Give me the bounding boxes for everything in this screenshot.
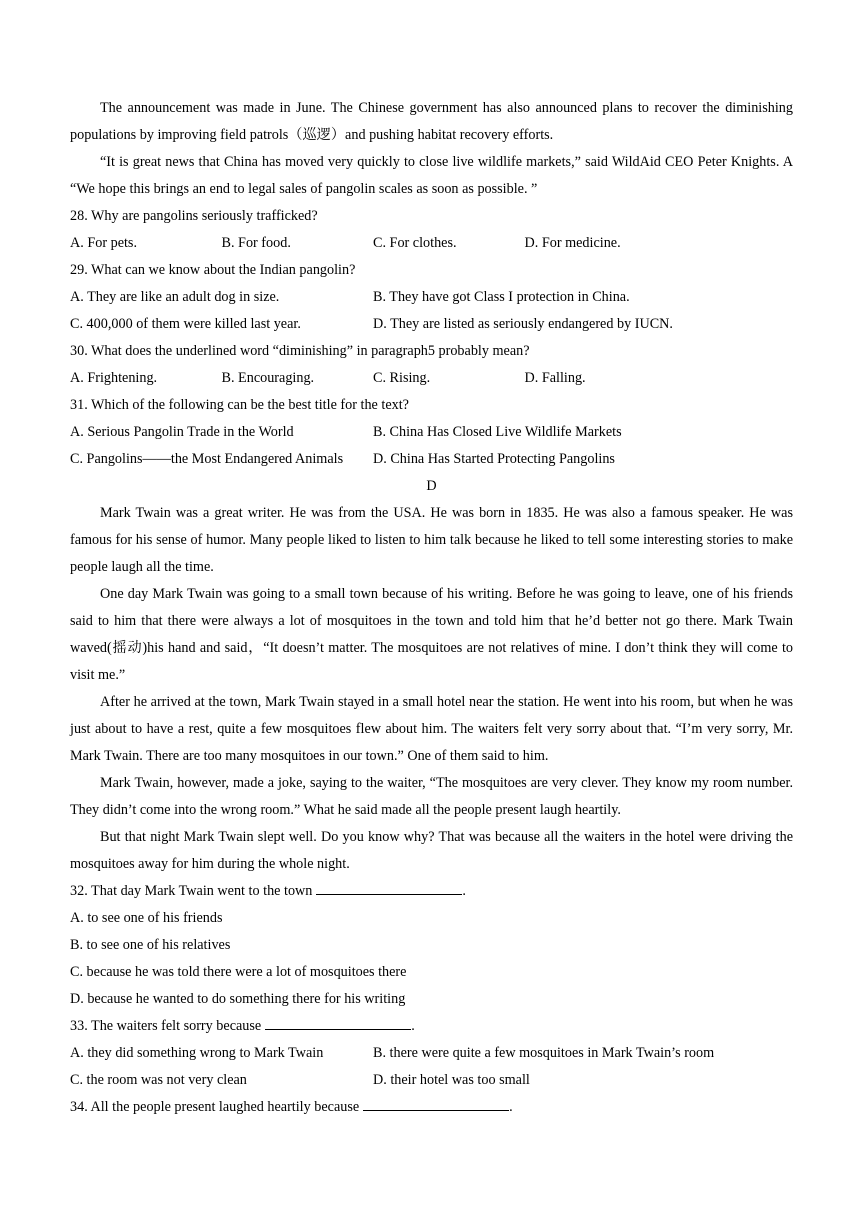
option-d: D. Falling. bbox=[524, 370, 586, 386]
question-stem: 30. What does the underlined word “diminishing” in paragraph5 probably mean? bbox=[70, 343, 530, 359]
option-row bbox=[70, 419, 793, 446]
option-b: B. to see one of his relatives bbox=[70, 937, 231, 953]
paragraph: One day Mark Twain was going to a small town because of his writing. Before he was going to leave, one of his friends said to him that there were always a lot of mosquitoes in the town and told him that he’d better not go there. Mark Twain waved(摇动)his hand and said，“It doesn’t matter. The mosquitoes are not relatives of mine. I don’t think they will come to visit me.” bbox=[70, 586, 793, 683]
option-c: C. because he was told there were a lot of mosquitoes there bbox=[70, 964, 407, 980]
question-stem: 29. What can we know about the Indian pangolin? bbox=[70, 262, 356, 278]
question-stem: 31. Which of the following can be the best title for the text? bbox=[70, 397, 409, 413]
option-row bbox=[70, 446, 793, 473]
option-b: B. For food. bbox=[221, 235, 291, 251]
option-c: C. Rising. bbox=[373, 370, 431, 386]
question-stem: 33. The waiters felt sorry because . bbox=[70, 1013, 793, 1040]
answer-blank bbox=[265, 1015, 411, 1030]
option-a: A. They are like an adult dog in size. bbox=[70, 289, 280, 305]
option-c: C. 400,000 of them were killed last year. bbox=[70, 316, 301, 332]
paragraph: “It is great news that China has moved very quickly to close live wildlife markets,” said WildAid CEO Peter Knights. A “We hope this brings an end to legal sales of pangolin scales as soon as possible. ” bbox=[70, 154, 793, 197]
option-b: B. They have got Class I protection in China. bbox=[373, 289, 630, 305]
answer-blank bbox=[316, 880, 462, 895]
option-d: D. China Has Started Protecting Pangolins bbox=[373, 451, 615, 467]
option-a: A. they did something wrong to Mark Twain bbox=[70, 1045, 324, 1061]
option-b: B. Encouraging. bbox=[221, 370, 315, 386]
paragraph: But that night Mark Twain slept well. Do you know why? That was because all the waiters in the hotel were driving the mosquitoes away for him during the whole night. bbox=[70, 829, 793, 872]
option-a: A. Serious Pangolin Trade in the World bbox=[70, 424, 294, 440]
option-d: D. because he wanted to do something there for his writing bbox=[70, 991, 406, 1007]
question-stem: 28. Why are pangolins seriously trafficked? bbox=[70, 208, 318, 224]
answer-blank bbox=[363, 1096, 509, 1111]
option-row bbox=[70, 1040, 793, 1067]
option-a: A. Frightening. bbox=[70, 370, 158, 386]
option-row bbox=[70, 1067, 793, 1094]
option-b: B. China Has Closed Live Wildlife Markets bbox=[373, 424, 622, 440]
option-row bbox=[70, 365, 793, 392]
option-c: C. the room was not very clean bbox=[70, 1072, 247, 1088]
option-d: D. For medicine. bbox=[524, 235, 621, 251]
paragraph: The announcement was made in June. The Chinese government has also announced plans to recover the diminishing populations by improving field patrols（巡逻）and pushing habitat recovery efforts. bbox=[70, 100, 793, 143]
option-d: D. their hotel was too small bbox=[373, 1072, 530, 1088]
question-stem: 34. All the people present laughed heartily because . bbox=[70, 1094, 793, 1121]
option-row bbox=[70, 284, 793, 311]
section-heading: D bbox=[426, 478, 437, 494]
option-c: C. For clothes. bbox=[373, 235, 457, 251]
option-row bbox=[70, 311, 793, 338]
paragraph: After he arrived at the town, Mark Twain stayed in a small hotel near the station. He went into his room, but when he was just about to have a rest, quite a few mosquitoes flew about him. The waiters felt very sorry about that. “I’m very sorry, Mr. Mark Twain. There are too many mosquitoes in our town.” One of them said to him. bbox=[70, 694, 793, 764]
option-row bbox=[70, 230, 793, 257]
option-c: C. Pangolins——the Most Endangered Animals bbox=[70, 451, 344, 467]
option-a: A. For pets. bbox=[70, 235, 137, 251]
paragraph: Mark Twain was a great writer. He was from the USA. He was born in 1835. He was also a famous speaker. He was famous for his sense of humor. Many people liked to listen to him talk because he liked to tell some interesting stories to make people laugh all the time. bbox=[70, 505, 793, 575]
document-content bbox=[70, 95, 793, 1121]
paragraph: Mark Twain, however, made a joke, saying to the waiter, “The mosquitoes are very clever. They know my room number. They didn’t come into the wrong room.” What he said made all the people present laugh heartily. bbox=[70, 775, 793, 818]
option-d: D. They are listed as seriously endangered by IUCN. bbox=[373, 316, 673, 332]
option-a: A. to see one of his friends bbox=[70, 910, 223, 926]
question-stem: 32. That day Mark Twain went to the town . bbox=[70, 878, 793, 905]
option-b: B. there were quite a few mosquitoes in Mark Twain’s room bbox=[373, 1045, 715, 1061]
